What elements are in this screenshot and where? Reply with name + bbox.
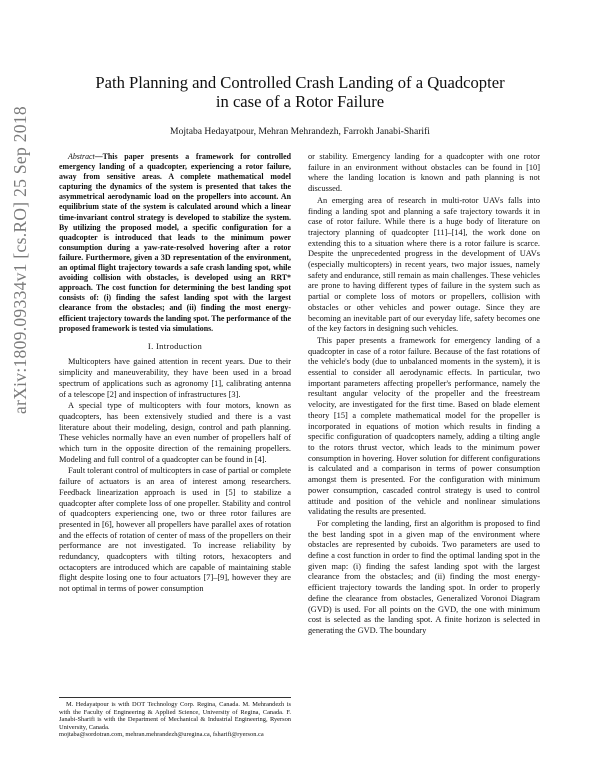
left-paragraph: A special type of multicopters with four motors, known as quadcopters, has been extensively studied and there is a vast literature about their modeling, design, control and path planning. These vehicles normally have an even number of propellers half of which turn in the opposite direction of the remaining propellers. Modeling and full control of a quadcopter can be found in [4]. [59,401,291,464]
arxiv-side-stamp: arXiv:1809.09334v1 [cs.RO] 25 Sep 2018 [10,106,30,414]
footnote-emails: mojtaba@sordotran.com, mehran.mehrandezh@uregina.ca, fsharifi@ryerson.ca [59,731,264,739]
right-column [308,152,540,638]
abstract-label: Abstract [68,152,95,161]
author-list: Mojtaba Hedayatpour, Mehran Mehrandezh, Farrokh Janabi-Sharifi [170,126,430,137]
right-paragraph: An emerging area of research in multi-rotor UAVs falls into finding a landing spot and planning a safe trajectory towards it in case of rotor failure. While there is a huge body of literature on trajectory planning of quadcopter [11]–[14], the work done on extending this to a situation where there is a rotor failure is scarce. Despite the unprecedented progress in the development of UAVs (especially multicopters) in recent years, two major issues, namely safety and endurance, still remain as main challenges. These vehicles are prone to having different types of failure in the system such as partial or complete loss of motors or propellers, collision with obstacles or other vehicles and power outage. Since they are becoming an inevitable part of our everyday life, safety becomes one of the key factors in designing such vehicles. [308,195,540,334]
abstract-text: —This paper presents a framework for controlled emergency landing of a quadcopter, experiencing a rotor failure, away from sensitive areas. A complete mathematical model capturing the dynamics of the system is presented that takes the asymmetrical aerodynamic load on the propellers into account. An equilibrium state of the system is calculated around which a linear time-invariant control strategy is developed to stabilize the system. By utilizing the proposed model, a specific configuration for a quadcopter is introduced that leads to the minimum power consumption during a yaw-rate-resolved hovering after a rotor failure. Furthermore, given a 3D representation of the environment, an optimal flight trajectory towards a safe crash landing spot, while avoiding collision with obstacles, is developed using an RRT* approach. The cost function for determining the best landing spot consists of: (i) finding the safest landing spot with the largest clearance from the obstacles; and (ii) finding the most energy-efficient trajectory towards the landing spot. The performance of the proposed framework is tested via simulations. [59,152,291,333]
abstract [59,152,291,334]
paper-title [80,73,520,111]
left-paragraph: Fault tolerant control of multicopters in case of partial or complete failure of actuators is an area of interest among researchers. Feedback linearization approach is used in [5] to stabilize a quadcopter after complete loss of one propeller. Stability and control of quadcopters experiencing one, two or three rotor failures are presented in [6], however all propellers have parallel axes of rotation and the effects of rotation of center of mass of the propellers on their performance are not investigated. To increase reliability by redundancy, quadcopters with tilting rotors, hexacopters and octacopters are introduced which are capable of maintaining stable flight despite losing one to four actuators [7]–[9], however they are not optimal in terms of power consumption [59,466,291,594]
right-paragraph: For completing the landing, first an algorithm is proposed to find the best landing spot in a given map of the environment where obstacles are represented by cuboids. Two parameters are used to define a cost function in order to find the optimal landing spot in the given map: (i) finding the safest landing spot with the largest clearance from the obstacles; and (ii) finding the most energy-efficient trajectory towards the landing spot. In order to properly define the clearance from obstacles, Generalized Voronoi Diagram (GVD) is used. For all points on the GVD, the one with minimum cost is selected as the landing spot. A finite horizon is selected in generating the GVD. The boundary [308,518,540,635]
title-line-1: Path Planning and Controlled Crash Landing of a Quadcopter [95,73,505,92]
right-paragraph: This paper presents a framework for emergency landing of a quadcopter in case of a rotor failure. Because of the fast rotations of the vehicle's body (due to unbalanced moments in the system), it is essential to consider all aerodynamic effects. In particular, two important parameters affecting propeller's performance, namely the resultant angular velocity of the propeller and the freestream velocity, are investigated for the first time. Based on blade element theory [15] a complete mathematical model for the propeller is incorporated in equations of motion which results in finding a specific configuration of quadcopters namely, adding a tilting angle to the rotors thrust vector, which leads to the minimum power consumption in hovering. Hover solution for different configurations is calculated and a comparison in terms of power consumption amongst them is presented. For the configuration with minimum power consumption, cascaded control strategy is used to control attitude and position of the vehicle and nonlinear simulations validating the results are presented. [308,335,540,517]
footnote [59,697,291,739]
left-paragraph: Multicopters have gained attention in recent years. Due to their simplicity and maneuverability, they have been used in a broad spectrum of applications such as agronomy [1], calibrating antenna of a telescope [2] and inspection of infrastructures [3]. [59,357,291,399]
left-column [59,152,291,596]
section-heading: I. Introduction [147,340,203,351]
footnote-affiliations: M. Hedayatpour is with DOT Technology Corp. Regina, Canada. M. Mehrandezh is with the Faculty of Engineering & Applied Science, University of Regina, Canada. F. Janabi-Sharifi is with the Department of Mechanical & Industrial Engineering, Ryerson University, Canada. [59,701,291,731]
title-line-2: in case of a Rotor Failure [215,92,385,111]
right-paragraph-continuation: or stability. Emergency landing for a quadcopter with one rotor failure in an environment without obstacles can be found in [10] where the landing location is known and path planning is not discussed. [308,152,540,194]
